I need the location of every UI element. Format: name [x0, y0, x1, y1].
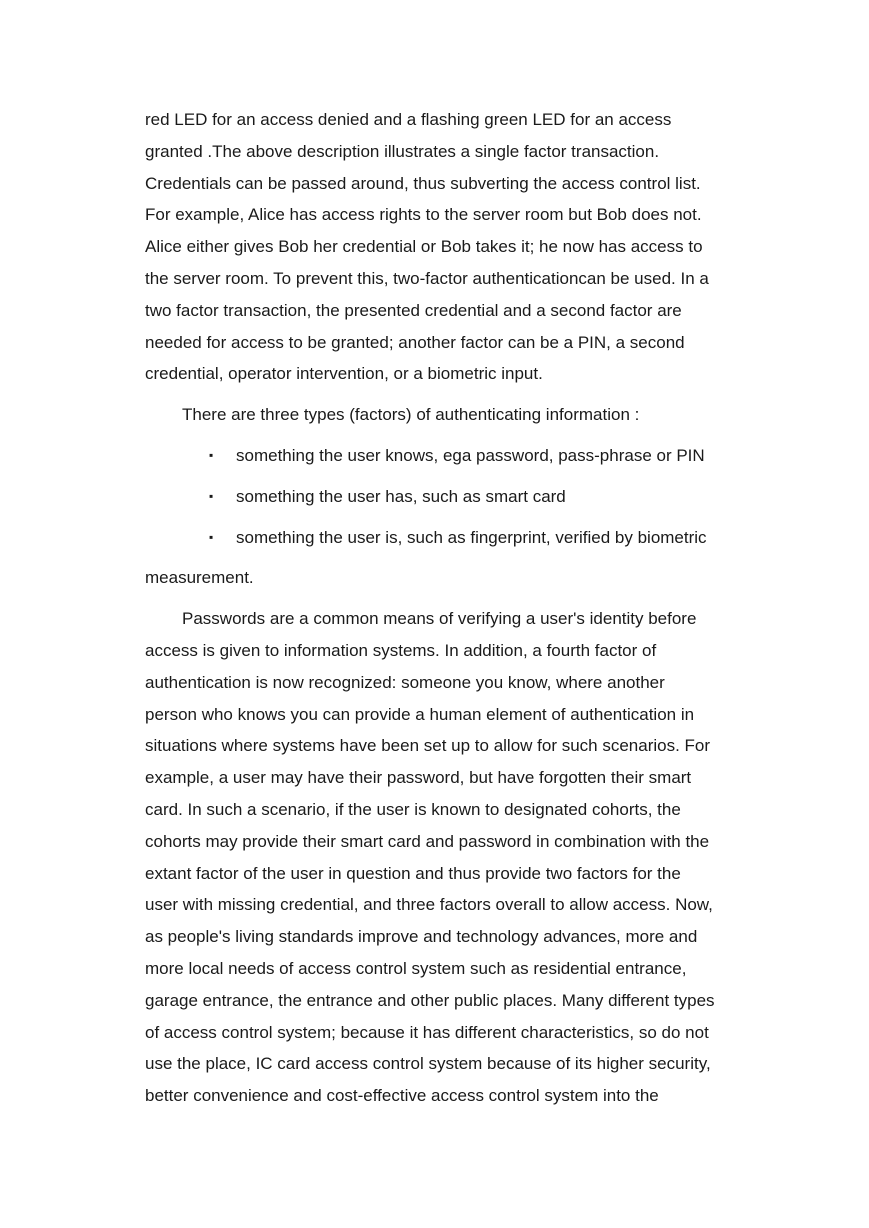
- bullet-square-icon: ▪: [209, 488, 214, 503]
- text-line: better convenience and cost-effective access control system into the: [145, 1086, 659, 1106]
- text-line: garage entrance, the entrance and other public places. Many different types: [145, 990, 715, 1010]
- text-line: user with missing credential, and three factors overall to allow access. Now,: [145, 895, 713, 915]
- document-body: [145, 104, 765, 1112]
- list-continuation-text: measurement.: [145, 568, 254, 588]
- paragraph-spacer: [145, 594, 765, 603]
- paragraph-single-factor: [145, 104, 765, 390]
- text-line: Alice either gives Bob her credential or Bob takes it; he now has access to: [145, 237, 703, 257]
- text-line: red LED for an access denied and a flashing green LED for an access: [145, 110, 672, 129]
- factor-list: [145, 440, 765, 553]
- text-line: needed for access to be granted; another factor can be a PIN, a second: [145, 332, 685, 352]
- list-item: [145, 440, 765, 472]
- factor-types-intro: There are three types (factors) of authenticating information :: [182, 405, 640, 425]
- text-line: use the place, IC card access control system because of its higher security,: [145, 1054, 711, 1074]
- text-line: access is given to information systems. In addition, a fourth factor of: [145, 640, 657, 660]
- text-line: granted .The above description illustrates a single factor transaction.: [145, 141, 660, 161]
- text-line: For example, Alice has access rights to the server room but Bob does not.: [145, 205, 702, 225]
- list-item: [145, 481, 765, 513]
- text-line: Passwords are a common means of verifying a user's identity before: [182, 609, 697, 629]
- text-line: the server room. To prevent this, two-factor authenticationcan be used. In a: [145, 268, 709, 288]
- paragraph-spacer: [145, 390, 765, 399]
- bullet-square-icon: ▪: [209, 529, 214, 544]
- text-line: card. In such a scenario, if the user is known to designated cohorts, the: [145, 799, 681, 819]
- text-line: example, a user may have their password, but have forgotten their smart: [145, 768, 692, 788]
- list-item-text: something the user has, such as smart card: [236, 486, 566, 506]
- paragraph-factor-types: [145, 399, 765, 594]
- text-line: situations where systems have been set up to allow for such scenarios. For: [145, 736, 711, 756]
- text-line: of access control system; because it has different characteristics, so do not: [145, 1022, 709, 1042]
- paragraph-passwords: [145, 603, 765, 1112]
- list-item: [145, 522, 765, 554]
- text-line: authentication is now recognized: someone you know, where another: [145, 672, 665, 692]
- paragraph-spacer: [145, 431, 765, 440]
- text-line: two factor transaction, the presented credential and a second factor are: [145, 300, 682, 320]
- text-line: credential, operator intervention, or a biometric input.: [145, 364, 543, 384]
- text-line: cohorts may provide their smart card and password in combination with the: [145, 831, 710, 851]
- text-line: person who knows you can provide a human element of authentication in: [145, 704, 695, 724]
- text-line: extant factor of the user in question and thus provide two factors for the: [145, 863, 681, 883]
- list-item-text: something the user is, such as fingerprint, verified by biometric: [236, 527, 707, 547]
- text-line: as people's living standards improve and technology advances, more and: [145, 927, 698, 947]
- bullet-square-icon: ▪: [209, 447, 214, 462]
- text-line: Credentials can be passed around, thus subverting the access control list.: [145, 173, 701, 193]
- list-item-text: something the user knows, ega password, pass-phrase or PIN: [236, 445, 705, 465]
- text-line: more local needs of access control system such as residential entrance,: [145, 958, 687, 978]
